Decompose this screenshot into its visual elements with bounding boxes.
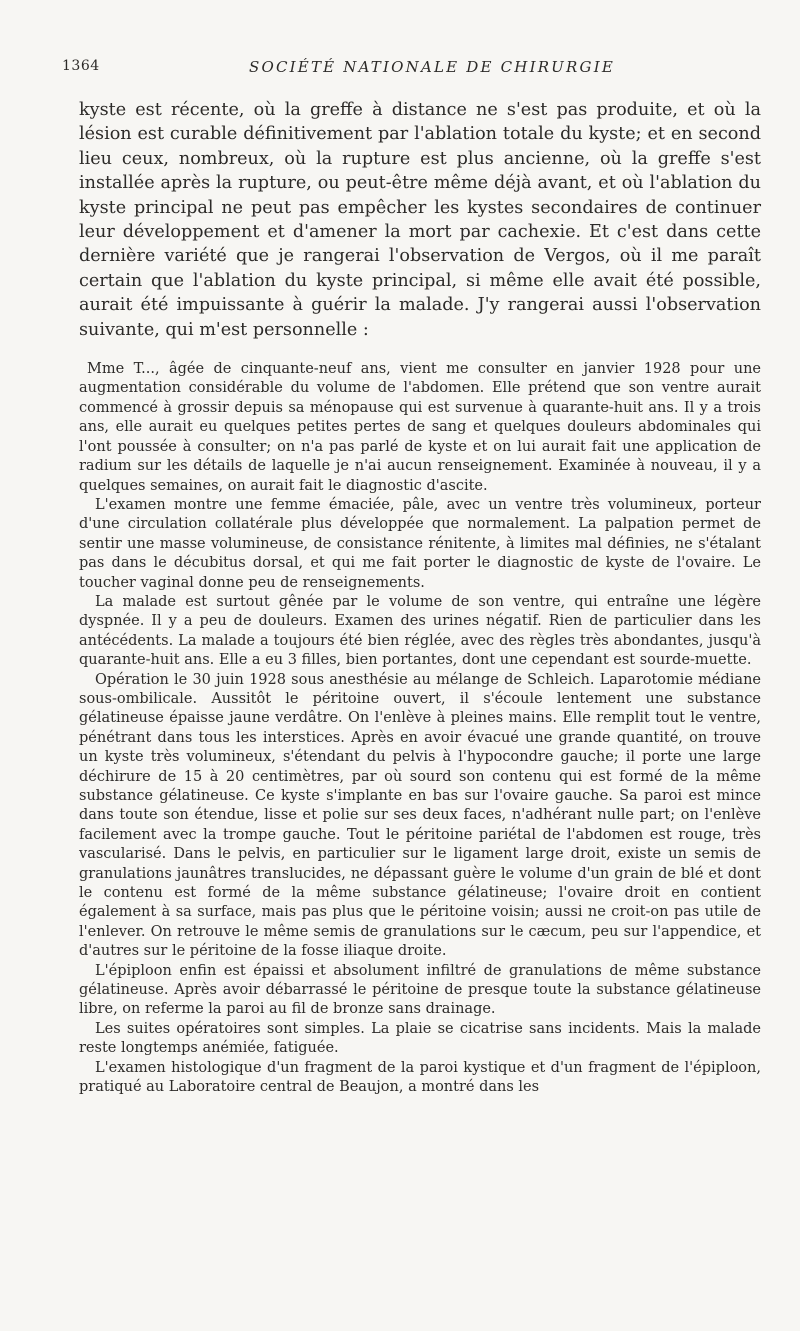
observation-paragraph: L'examen montre une femme émaciée, pâle, avec un ventre très volumineux, porteur d'une circulation collatérale plus développée que normalement. La palpation permet de sentir une masse volumineuse, de consistance rénitente, à limites mal définies, ne s'étalant pas dans le décubitus dorsal, et qui me fait porter le diagnostic de kyste de l'ovaire. Le toucher vaginal donne peu de renseignements.: [79, 496, 761, 591]
running-title: SOCIÉTÉ NATIONALE DE CHIRURGIE: [249, 58, 615, 76]
page-header: [62, 58, 762, 82]
observation-paragraph: L'épiploon enfin est épaissi et absolument infiltré de granulations de même substance gélatineuse. Après avoir débarrassé le péritoine de presque toute la substance gélatineuse libre, on referme la paroi au fil de bronze sans drainage.: [79, 962, 761, 1018]
page-number: 1364: [62, 58, 100, 74]
observation-paragraph: Les suites opératoires sont simples. La plaie se cicatrise sans incidents. Mais la malade reste longtemps anémiée, fatiguée.: [79, 1020, 761, 1057]
intro-paragraph: kyste est récente, où la greffe à distance ne s'est pas produite, et où la lésion est curable définitivement par l'ablation totale du kyste; et en second lieu ceux, nombreux, où la rupture est plus ancienne, où la greffe s'est installée après la rupture, ou peut-être même déjà avant, et où l'ablation du kyste principal ne peut pas empêcher les kystes secondaires de continuer leur développement et d'amener la mort par cachexie. Et c'est dans cette dernière variété que je rangerai l'observation de Vergos, où il me paraît certain que l'ablation du kyste principal, si même elle avait été possible, aurait été impuissante à guérir la malade. J'y rangerai aussi l'observation suivante, qui m'est personnelle :: [79, 100, 761, 340]
observation-paragraph: L'examen histologique d'un fragment de la paroi kystique et d'un fragment de l'épiploon, pratiqué au Laboratoire central de Beaujon, a montré dans les: [79, 1059, 761, 1096]
observation-paragraph: Opération le 30 juin 1928 sous anesthésie au mélange de Schleich. Laparotomie médiane sous-ombilicale. Aussitôt le péritoine ouvert, il s'écoule lentement une substance gélatineuse épaisse jaune verdâtre. On l'enlève à pleines mains. Elle remplit tout le ventre, pénétrant dans tous les interstices. Après en avoir évacué une grande quantité, on trouve un kyste très volumineux, s'étendant du pelvis à l'hypocondre gauche; il porte une large déchirure de 15 à 20 centimètres, par où sourd son contenu qui est formé de la même substance gélatineuse. Ce kyste s'implante en bas sur l'ovaire gauche. Sa paroi est mince dans toute son étendue, lisse et polie sur ses deux faces, n'adhérant nulle part; on l'enlève facilement avec la trompe gauche. Tout le péritoine pariétal de l'abdomen est rouge, très vascularisé. Dans le pelvis, en particulier sur le ligament large droit, existe un semis de granulations jaunâtres translucides, ne dépassant guère le volume d'un grain de blé et dont le contenu est formé de la même substance gélatineuse; l'ovaire droit en contient également à sa surface, mais pas plus que le péritoine voisin; aussi ne croit-on pas utile de l'enlever. On retrouve le même semis de granulations sur le cæcum, peu sur l'appendice, et d'autres sur le péritoine de la fosse iliaque droite.: [79, 671, 761, 960]
observation-paragraph: La malade est surtout gênée par le volume de son ventre, qui entraîne une légère dyspnée. Il y a peu de douleurs. Examen des urines négatif. Rien de particulier dans les antécédents. La malade a toujours été bien réglée, avec des règles très abondantes, jusqu'à quarante-huit ans. Elle a eu 3 filles, bien portantes, dont une cependant est sourde-muette.: [79, 593, 761, 669]
body-text: [79, 98, 761, 1098]
observation-block: [79, 360, 761, 1097]
observation-paragraph: Mme T..., âgée de cinquante-neuf ans, vient me consulter en janvier 1928 pour une augmentation considérable du volume de l'abdomen. Elle prétend que son ventre aurait commencé à grossir depuis sa ménopause qui est survenue à quarante-huit ans. Il y a trois ans, elle aurait eu quelques petites pertes de sang et quelques douleurs abdominales qui l'ont poussée à consulter; on n'a pas parlé de kyste et on lui aurait fait une application de radium sur les détails de laquelle je n'ai aucun renseignement. Examinée à nouveau, il y a quelques semaines, on aurait fait le diagnostic d'ascite.: [79, 361, 761, 494]
